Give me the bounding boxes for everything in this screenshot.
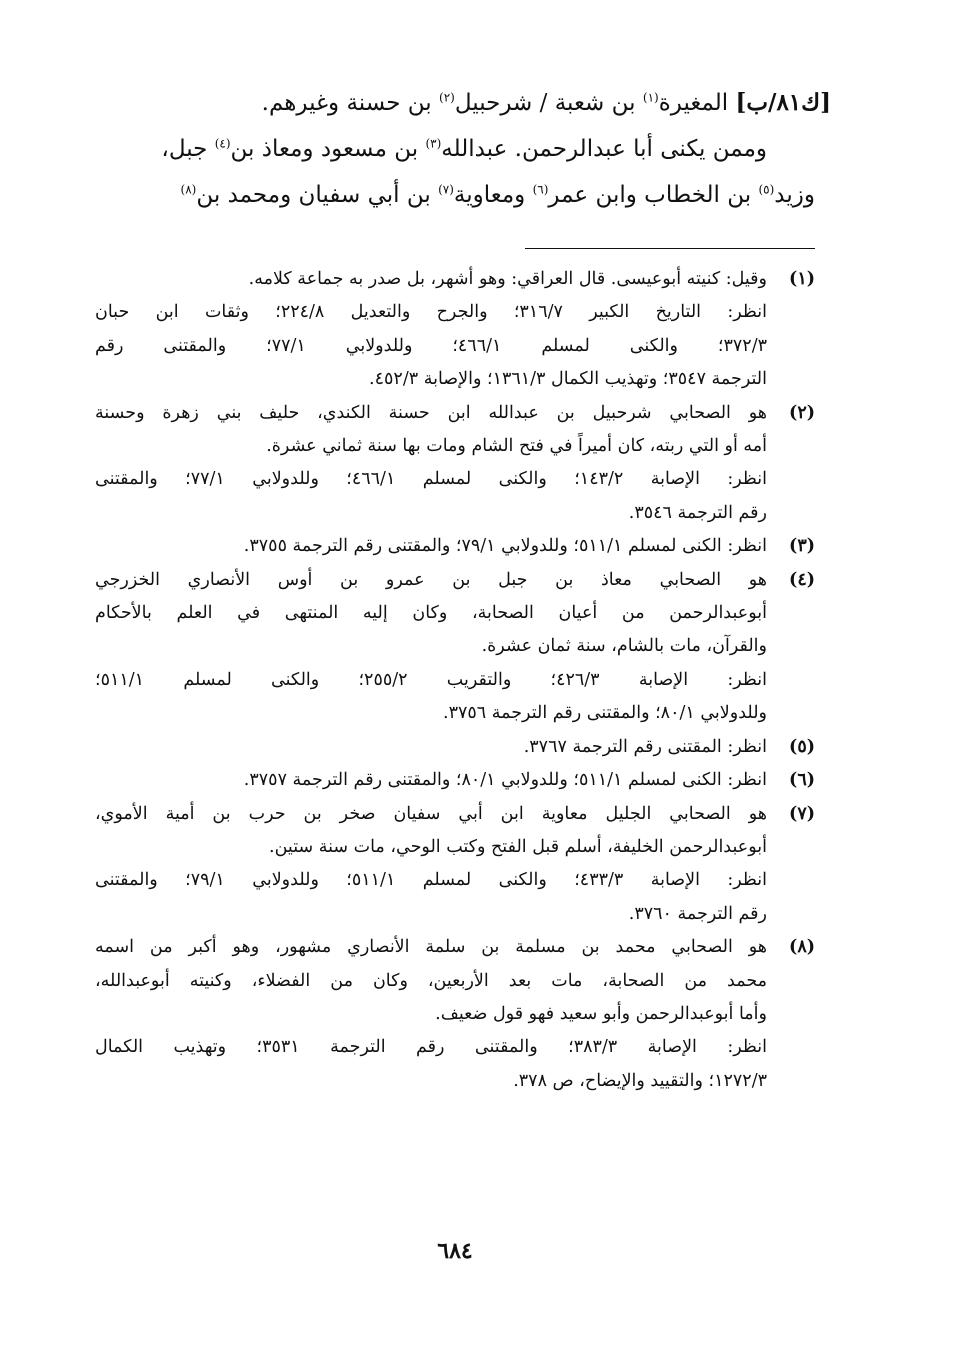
footnote-number: (٥) — [789, 736, 815, 757]
footnote-line: ٣٧٢/٣؛ والكنى لمسلم ٤٦٦/١؛ وللدولابي ٧٧/١؛ والمقتنى رقم — [95, 335, 767, 356]
footnote-body — [95, 530, 767, 563]
main-line-3 — [95, 172, 815, 218]
footnote-line: ١٢٧٢/٣؛ والتقييد والإيضاح، ص ٣٧٨. — [513, 1070, 767, 1091]
footnote-body — [95, 397, 767, 531]
main-text-span: جبل، — [161, 136, 215, 162]
footnote-ref-6[interactable]: (٦) — [532, 182, 549, 197]
footnote-number: (٢) — [789, 402, 815, 423]
footnotes — [95, 263, 815, 1098]
footnote-line: أبوعبدالرحمن الخليفة، أسلم قبل الفتح وكتب الوحي، مات سنة ستين. — [269, 836, 767, 857]
footnote-body — [95, 564, 767, 731]
main-text-span: بن الخطاب وابن عمر — [548, 182, 759, 208]
main-text-span: وزيد — [774, 182, 815, 208]
main-text-span: بن شعبة / شرحبيل — [454, 90, 643, 116]
main-line-2 — [95, 126, 815, 172]
footnote-body — [95, 798, 767, 932]
footnote-5 — [95, 731, 815, 764]
footnote-ref-2[interactable]: (٢) — [439, 90, 455, 105]
footnote-ref-4[interactable]: (٤) — [214, 136, 231, 151]
footnote-ref-5[interactable]: (٥) — [758, 182, 775, 197]
footnote-line: رقم الترجمة ٣٥٤٦. — [628, 502, 767, 523]
main-text-span: بن مسعود ومعاذ بن — [230, 136, 426, 162]
footnote-line: انظر: الكنى لمسلم ٥١١/١؛ وللدولابي ٧٩/١؛ والمقتنى رقم الترجمة ٣٧٥٥. — [243, 536, 767, 557]
footnote-line: انظر: الكنى لمسلم ٥١١/١؛ وللدولابي ٨٠/١؛ والمقتنى رقم الترجمة ٣٧٥٧. — [243, 770, 767, 791]
footnote-line: انظر: التاريخ الكبير ٣١٦/٧؛ والجرح والتعديل ٢٢٤/٨؛ وثقات ابن حبان — [95, 302, 767, 323]
footnote-line: انظر: الإصابة ٤٢٦/٣؛ والتقريب ٢٥٥/٢؛ والكنى لمسلم ٥١١/١؛ — [95, 669, 767, 690]
footnote-line: انظر: الإصابة ٤٣٣/٣؛ والكنى لمسلم ٥١١/١؛ وللدولابي ٧٩/١؛ والمقتنى — [95, 870, 768, 891]
footnote-line: هو الصحابي الجليل معاوية ابن أبي سفيان صخر بن حرب بن أمية الأموي، — [95, 803, 767, 824]
footnote-6 — [95, 764, 815, 797]
footnote-number: (٦) — [789, 770, 815, 791]
page-number: ٦٨٤ — [437, 1238, 473, 1264]
footnote-number: (٧) — [789, 803, 815, 824]
main-text-span: ومعاوية — [453, 182, 533, 208]
footnote-ref-8[interactable]: (٨) — [180, 182, 197, 197]
main-line-1 — [95, 80, 831, 126]
footnote-line: هو الصحابي معاذ بن جبل بن عمرو بن أوس الأنصاري الخزرجي — [95, 569, 767, 590]
footnote-line: والقرآن، مات بالشام، سنة ثمان عشرة. — [481, 636, 767, 657]
footnote-line: هو الصحابي محمد بن مسلمة بن سلمة الأنصاري مشهور، وهو أكبر من اسمه — [95, 937, 767, 958]
footnote-body — [95, 731, 767, 764]
footnote-line: رقم الترجمة ٣٧٦٠. — [628, 903, 767, 924]
footnote-ref-7[interactable]: (٧) — [438, 182, 454, 197]
main-text — [95, 80, 831, 218]
footnote-line: انظر: الإصابة ٣٨٣/٣؛ والمقتنى رقم الترجمة ٣٥٣١؛ وتهذيب الكمال — [95, 1037, 767, 1058]
footnote-line: انظر: المقتنى رقم الترجمة ٣٧٦٧. — [523, 736, 767, 757]
main-text-span: وممن يكنى أبا عبدالرحمن. عبدالله — [441, 136, 767, 162]
document-page — [95, 80, 831, 1310]
footnote-ref-1[interactable]: (١) — [642, 90, 659, 105]
footnote-line: أبوعبدالرحمن من أعيان الصحابة، وكان إليه المنتهى في العلم بالأحكام — [95, 603, 767, 624]
footnote-line: محمد من الصحابة، مات بعد الأربعين، وكان من الفضلاء، وكنيته أبوعبدالله، — [95, 970, 767, 991]
manuscript-folio-marker: [ك٨١/ب] — [735, 89, 831, 116]
footnote-line: الترجمة ٣٥٤٧؛ وتهذيب الكمال ١٣٦١/٣؛ والإصابة ٤٥٢/٣. — [369, 369, 767, 390]
footnote-1 — [95, 263, 815, 397]
footnote-line: هو الصحابي شرحبيل بن عبدالله ابن حسنة الكندي، حليف بني زهرة وحسنة — [95, 402, 767, 423]
footnote-line: وللدولابي ٨٠/١؛ والمقتنى رقم الترجمة ٣٧٥٦. — [442, 703, 767, 724]
footnote-ref-3[interactable]: (٣) — [425, 136, 442, 151]
footnote-line: أمه أو التي ربته، كان أميراً في فتح الشام ومات بها سنة ثماني عشرة. — [266, 436, 767, 457]
footnote-4 — [95, 564, 815, 731]
main-text-span: بن حسنة وغيرهم. — [261, 90, 440, 116]
footnote-2 — [95, 397, 815, 531]
footnote-body — [95, 263, 767, 397]
footnote-7 — [95, 798, 815, 932]
footnote-line: انظر: الإصابة ١٤٣/٢؛ والكنى لمسلم ٤٦٦/١؛ وللدولابي ٧٧/١؛ والمقتنى — [95, 469, 768, 490]
footnote-separator — [525, 248, 815, 249]
footnote-8 — [95, 931, 815, 1098]
footnote-body — [95, 931, 767, 1098]
main-text-span: المغيرة — [658, 90, 729, 116]
footnote-number: (٣) — [789, 536, 815, 557]
footnote-body — [95, 764, 767, 797]
footnote-line: وقيل: كنيته أبوعيسى. قال العراقي: وهو أشهر، بل صدر به جماعة كلامه. — [248, 269, 767, 289]
footnote-3 — [95, 530, 815, 563]
footnote-number: (١) — [789, 269, 815, 289]
footnote-number: (٨) — [789, 937, 815, 958]
footnote-number: (٤) — [789, 569, 815, 590]
main-text-span: بن أبي سفيان ومحمد بن — [196, 182, 439, 208]
footnote-line: وأما أبوعبدالرحمن وأبو سعيد فهو قول ضعيف. — [435, 1003, 767, 1024]
